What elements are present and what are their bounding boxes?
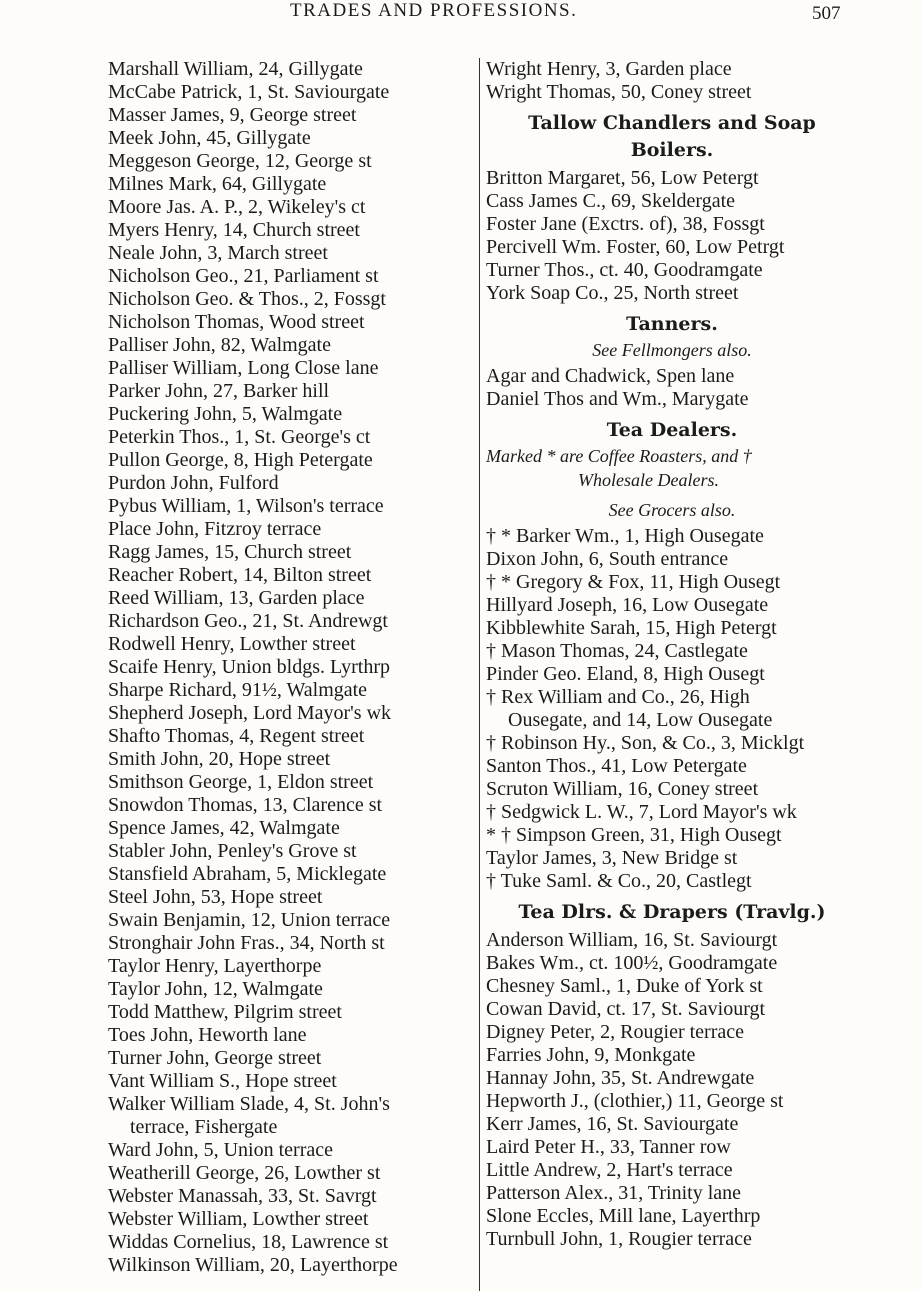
column-divider xyxy=(479,58,480,1291)
list-item: † Mason Thomas, 24, Castlegate xyxy=(486,640,748,662)
list-item: Todd Matthew, Pilgrim street xyxy=(108,1001,342,1023)
list-item: Vant William S., Hope street xyxy=(108,1070,337,1092)
list-item: Webster Manassah, 33, St. Savrgt xyxy=(108,1185,377,1207)
list-item: Marshall William, 24, Gillygate xyxy=(108,58,363,80)
left-column xyxy=(108,58,476,1291)
legend-note: Marked * are Coffee Roasters, and † xyxy=(486,446,752,466)
list-item: Weatherill George, 26, Lowther st xyxy=(108,1162,381,1184)
list-item: Dixon John, 6, South entrance xyxy=(486,548,729,570)
list-item: Pinder Geo. Eland, 8, High Ousegt xyxy=(486,663,765,685)
list-item: † * Barker Wm., 1, High Ousegate xyxy=(486,525,764,547)
list-item: Place John, Fitzroy terrace xyxy=(108,518,322,540)
list-item: Turnbull John, 1, Rougier terrace xyxy=(486,1228,752,1250)
list-item: Parker John, 27, Barker hill xyxy=(108,380,330,402)
list-item: Anderson William, 16, St. Saviourgt xyxy=(486,929,778,951)
list-item: Palliser William, Long Close lane xyxy=(108,357,379,379)
list-item: Scaife Henry, Union bldgs. Lyrthrp xyxy=(108,656,390,678)
page-header xyxy=(0,0,921,30)
list-item: Turner Thos., ct. 40, Goodramgate xyxy=(486,259,763,281)
section-heading: Tea Dlrs. & Drapers (Travlg.) xyxy=(518,901,826,923)
list-item: Nicholson Thomas, Wood street xyxy=(108,311,365,333)
list-item: Slone Eccles, Mill lane, Layerthrp xyxy=(486,1205,761,1227)
list-item: Britton Margaret, 56, Low Petergt xyxy=(486,167,759,189)
list-item: Peterkin Thos., 1, St. George's ct xyxy=(108,426,371,448)
list-item: Webster William, Lowther street xyxy=(108,1208,369,1230)
list-item: Puckering John, 5, Walmgate xyxy=(108,403,343,425)
list-item: Reed William, 13, Garden place xyxy=(108,587,365,609)
list-item: Rodwell Henry, Lowther street xyxy=(108,633,356,655)
list-item: York Soap Co., 25, North street xyxy=(486,282,739,304)
running-title: TRADES AND PROFESSIONS. xyxy=(290,0,578,21)
section-heading: Tea Dealers. xyxy=(606,419,738,441)
list-item: Widdas Cornelius, 18, Lawrence st xyxy=(108,1231,389,1253)
list-item: Stronghair John Fras., 34, North st xyxy=(108,932,385,954)
list-item: Moore Jas. A. P., 2, Wikeley's ct xyxy=(108,196,366,218)
list-item: Turner John, George street xyxy=(108,1047,322,1069)
list-item: Percivell Wm. Foster, 60, Low Petrgt xyxy=(486,236,785,258)
list-item: Stabler John, Penley's Grove st xyxy=(108,840,357,862)
section-tea-drapers xyxy=(486,893,858,929)
section-heading: Tanners. xyxy=(626,313,718,335)
list-item: Bakes Wm., ct. 100½, Goodramgate xyxy=(486,952,778,974)
list-item: Kerr James, 16, St. Saviourgate xyxy=(486,1113,739,1135)
list-item: Laird Peter H., 33, Tanner row xyxy=(486,1136,731,1158)
list-item: Myers Henry, 14, Church street xyxy=(108,219,360,241)
list-item: Meek John, 45, Gillygate xyxy=(108,127,311,149)
list-item: Milnes Mark, 64, Gillygate xyxy=(108,173,327,195)
list-item: Wright Thomas, 50, Coney street xyxy=(486,81,752,103)
list-item: Shepherd Joseph, Lord Mayor's wk xyxy=(108,702,392,724)
list-item-continuation: terrace, Fishergate xyxy=(130,1116,278,1138)
list-item: Swain Benjamin, 12, Union terrace xyxy=(108,909,391,931)
list-item: Ragg James, 15, Church street xyxy=(108,541,352,563)
list-item: Kibblewhite Sarah, 15, High Petergt xyxy=(486,617,777,639)
list-item: Neale John, 3, March street xyxy=(108,242,328,264)
right-column xyxy=(486,58,858,1291)
list-item: Farries John, 9, Monkgate xyxy=(486,1044,696,1066)
cross-reference-note: See Grocers also. xyxy=(608,500,736,520)
list-item: Digney Peter, 2, Rougier terrace xyxy=(486,1021,744,1043)
list-item: Taylor Henry, Layerthorpe xyxy=(108,955,322,977)
list-item: Walker William Slade, 4, St. John's xyxy=(108,1093,390,1115)
list-item: McCabe Patrick, 1, St. Saviourgate xyxy=(108,81,390,103)
section-heading: Tallow Chandlers and Soap xyxy=(528,112,816,134)
list-item: Smith John, 20, Hope street xyxy=(108,748,331,770)
list-item: Cowan David, ct. 17, St. Saviourgt xyxy=(486,998,766,1020)
list-item: Wright Henry, 3, Garden place xyxy=(486,58,732,80)
legend-note: Wholesale Dealers. xyxy=(578,470,719,490)
list-item: Hepworth J., (clothier,) 11, George st xyxy=(486,1090,784,1112)
section-heading: Boilers. xyxy=(630,139,714,161)
list-item: † Sedgwick L. W., 7, Lord Mayor's wk xyxy=(486,801,797,823)
list-item: Purdon John, Fulford xyxy=(108,472,279,494)
list-item: Ward John, 5, Union terrace xyxy=(108,1139,333,1161)
list-item: Palliser John, 82, Walmgate xyxy=(108,334,331,356)
list-item: Taylor John, 12, Walmgate xyxy=(108,978,323,1000)
list-item: Reacher Robert, 14, Bilton street xyxy=(108,564,372,586)
list-item: Steel John, 53, Hope street xyxy=(108,886,323,908)
list-item: Agar and Chadwick, Spen lane xyxy=(486,365,735,387)
list-item: † Tuke Saml. & Co., 20, Castlegt xyxy=(486,870,752,892)
list-item: Daniel Thos and Wm., Marygate xyxy=(486,388,749,410)
section-tanners xyxy=(486,305,858,365)
list-item: † Robinson Hy., Son, & Co., 3, Micklgt xyxy=(486,732,805,754)
list-item: Spence James, 42, Walmgate xyxy=(108,817,340,839)
list-item: Smithson George, 1, Eldon street xyxy=(108,771,374,793)
list-item: Taylor James, 3, New Bridge st xyxy=(486,847,738,869)
list-item-continuation: Ousegate, and 14, Low Ousegate xyxy=(508,709,773,731)
cross-reference-note: See Fellmongers also. xyxy=(592,340,752,360)
list-item: Cass James C., 69, Skeldergate xyxy=(486,190,736,212)
section-tea-dealers xyxy=(486,411,858,525)
list-item: Hillyard Joseph, 16, Low Ousegate xyxy=(486,594,769,616)
list-item: Masser James, 9, George street xyxy=(108,104,357,126)
section-tallow-chandlers xyxy=(486,104,858,167)
list-item: † * Gregory & Fox, 11, High Ousegt xyxy=(486,571,781,593)
list-item: Snowdon Thomas, 13, Clarence st xyxy=(108,794,383,816)
list-item: Nicholson Geo., 21, Parliament st xyxy=(108,265,379,287)
list-item: Meggeson George, 12, George st xyxy=(108,150,372,172)
list-item: Toes John, Heworth lane xyxy=(108,1024,307,1046)
list-item: Pullon George, 8, High Petergate xyxy=(108,449,373,471)
list-item: Little Andrew, 2, Hart's terrace xyxy=(486,1159,733,1181)
list-item: Pybus William, 1, Wilson's terrace xyxy=(108,495,384,517)
list-item: † Rex William and Co., 26, High xyxy=(486,686,750,708)
list-item: Santon Thos., 41, Low Petergate xyxy=(486,755,747,777)
list-item: Hannay John, 35, St. Andrewgate xyxy=(486,1067,755,1089)
list-item: Chesney Saml., 1, Duke of York st xyxy=(486,975,763,997)
list-item: Nicholson Geo. & Thos., 2, Fossgt xyxy=(108,288,386,310)
list-item: * † Simpson Green, 31, High Ousegt xyxy=(486,824,782,846)
list-item: Foster Jane (Exctrs. of), 38, Fossgt xyxy=(486,213,765,235)
list-item: Stansfield Abraham, 5, Micklegate xyxy=(108,863,387,885)
list-item: Wilkinson William, 20, Layerthorpe xyxy=(108,1254,398,1276)
page-number: 507 xyxy=(812,3,841,24)
list-item: Shafto Thomas, 4, Regent street xyxy=(108,725,365,747)
list-item: Richardson Geo., 21, St. Andrewgt xyxy=(108,610,388,632)
list-item: Sharpe Richard, 91½, Walmgate xyxy=(108,679,368,701)
list-item: Scruton William, 16, Coney street xyxy=(486,778,759,800)
list-item: Patterson Alex., 31, Trinity lane xyxy=(486,1182,741,1204)
